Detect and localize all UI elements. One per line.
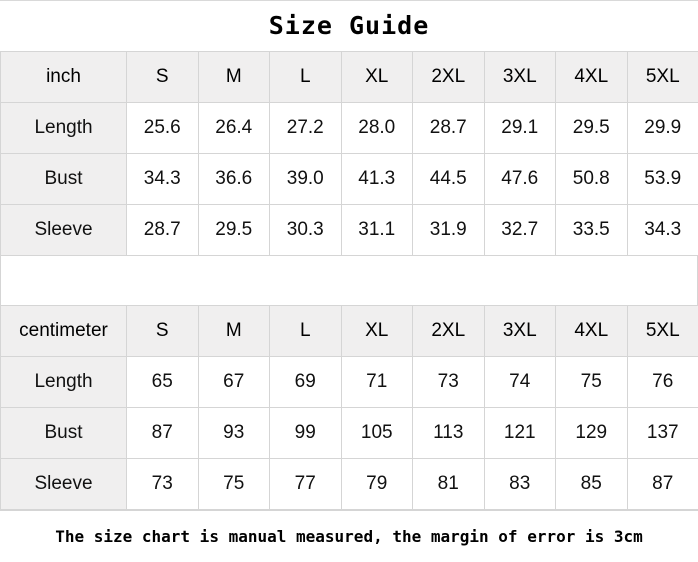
inch-size-header-2xl: 2XL: [413, 52, 485, 103]
inch-length-s: 25.6: [127, 103, 199, 154]
inch-row-label-sleeve: Sleeve: [1, 205, 127, 256]
page-title: Size Guide: [0, 1, 698, 51]
cm-bust-3xl: 121: [484, 408, 556, 459]
cm-bust-2xl: 113: [413, 408, 485, 459]
cm-bust-5xl: 137: [627, 408, 698, 459]
measurement-disclaimer: The size chart is manual measured, the margin of error is 3cm: [0, 510, 698, 561]
inch-sleeve-2xl: 31.9: [413, 205, 485, 256]
cm-bust-4xl: 129: [556, 408, 628, 459]
inch-sleeve-xl: 31.1: [341, 205, 413, 256]
inch-bust-3xl: 47.6: [484, 154, 556, 205]
inch-sleeve-s: 28.7: [127, 205, 199, 256]
cm-size-header-xl: XL: [341, 306, 413, 357]
inch-size-header-xl: XL: [341, 52, 413, 103]
inch-bust-2xl: 44.5: [413, 154, 485, 205]
inch-length-4xl: 29.5: [556, 103, 628, 154]
cm-length-xl: 71: [341, 357, 413, 408]
cm-sleeve-m: 75: [198, 459, 270, 510]
cm-sleeve-4xl: 85: [556, 459, 628, 510]
inch-size-header-m: M: [198, 52, 270, 103]
centimeter-size-table: [0, 305, 698, 510]
cm-length-5xl: 76: [627, 357, 698, 408]
cm-size-header-2xl: 2XL: [413, 306, 485, 357]
cm-row-label-sleeve: Sleeve: [1, 459, 127, 510]
cm-size-header-s: S: [127, 306, 199, 357]
inch-bust-4xl: 50.8: [556, 154, 628, 205]
cm-sleeve-5xl: 87: [627, 459, 698, 510]
inch-bust-l: 39.0: [270, 154, 342, 205]
inch-sleeve-5xl: 34.3: [627, 205, 698, 256]
inch-bust-s: 34.3: [127, 154, 199, 205]
inch-sleeve-4xl: 33.5: [556, 205, 628, 256]
cm-row-label-length: Length: [1, 357, 127, 408]
table-separator: [0, 256, 698, 305]
cm-unit-label: centimeter: [1, 306, 127, 357]
inch-length-2xl: 28.7: [413, 103, 485, 154]
inch-unit-label: inch: [1, 52, 127, 103]
cm-size-header-5xl: 5XL: [627, 306, 698, 357]
cm-length-2xl: 73: [413, 357, 485, 408]
cm-size-header-4xl: 4XL: [556, 306, 628, 357]
cm-sleeve-s: 73: [127, 459, 199, 510]
table-row: [1, 154, 698, 205]
cm-sleeve-xl: 79: [341, 459, 413, 510]
cm-size-header-l: L: [270, 306, 342, 357]
inch-size-header-s: S: [127, 52, 199, 103]
cm-sleeve-l: 77: [270, 459, 342, 510]
cm-sleeve-3xl: 83: [484, 459, 556, 510]
cm-bust-m: 93: [198, 408, 270, 459]
cm-row-label-bust: Bust: [1, 408, 127, 459]
cm-length-m: 67: [198, 357, 270, 408]
inch-length-xl: 28.0: [341, 103, 413, 154]
inch-size-header-l: L: [270, 52, 342, 103]
cm-length-l: 69: [270, 357, 342, 408]
inch-length-3xl: 29.1: [484, 103, 556, 154]
inch-size-header-5xl: 5XL: [627, 52, 698, 103]
inch-bust-5xl: 53.9: [627, 154, 698, 205]
cm-length-s: 65: [127, 357, 199, 408]
cm-table-header-row: [1, 306, 698, 357]
table-row: [1, 205, 698, 256]
inch-sleeve-l: 30.3: [270, 205, 342, 256]
cm-sleeve-2xl: 81: [413, 459, 485, 510]
inch-length-5xl: 29.9: [627, 103, 698, 154]
inch-size-header-4xl: 4XL: [556, 52, 628, 103]
inch-sleeve-3xl: 32.7: [484, 205, 556, 256]
cm-size-header-3xl: 3XL: [484, 306, 556, 357]
inch-bust-m: 36.6: [198, 154, 270, 205]
table-row: [1, 103, 698, 154]
inch-size-table: [0, 51, 698, 256]
cm-length-3xl: 74: [484, 357, 556, 408]
inch-sleeve-m: 29.5: [198, 205, 270, 256]
inch-table-header-row: [1, 52, 698, 103]
cm-bust-l: 99: [270, 408, 342, 459]
inch-row-label-bust: Bust: [1, 154, 127, 205]
table-row: [1, 408, 698, 459]
table-row: [1, 459, 698, 510]
inch-length-m: 26.4: [198, 103, 270, 154]
inch-length-l: 27.2: [270, 103, 342, 154]
cm-bust-xl: 105: [341, 408, 413, 459]
inch-size-header-3xl: 3XL: [484, 52, 556, 103]
inch-bust-xl: 41.3: [341, 154, 413, 205]
inch-row-label-length: Length: [1, 103, 127, 154]
cm-bust-s: 87: [127, 408, 199, 459]
table-row: [1, 357, 698, 408]
cm-size-header-m: M: [198, 306, 270, 357]
cm-length-4xl: 75: [556, 357, 628, 408]
